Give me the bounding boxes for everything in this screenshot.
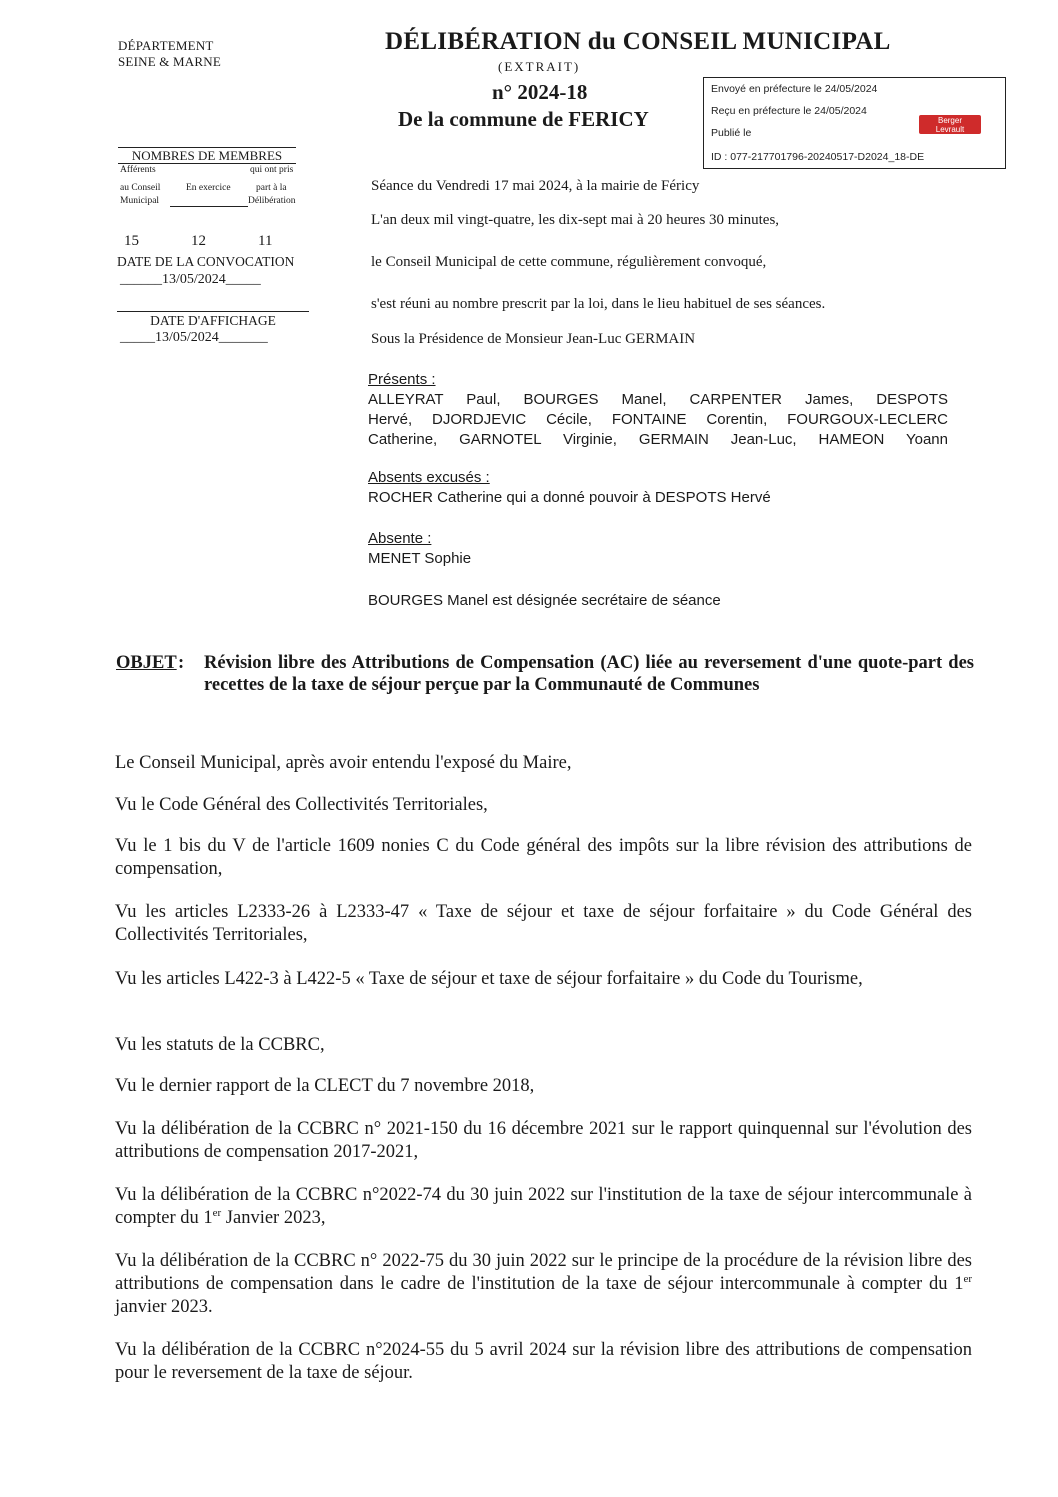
stamp-id: ID : 077-217701796-20240517-D2024_18-DE [711,151,925,163]
absente-label: Absente : [368,530,432,547]
session-line-4: s'est réuni au nombre prescrit par la loi, dans le lieu habituel de ses séances. [371,296,826,312]
col-votants-label: qui ont pris [250,165,294,175]
berger-levrault-logo: Berger Levrault [919,115,981,134]
absente-block [368,529,948,569]
extrait-label: (EXTRAIT) [498,59,581,74]
session-line-3: le Conseil Municipal de cette commune, régulièrement convoqué, [371,254,767,270]
paragraph-7: Vu le dernier rapport de la CLECT du 7 novembre 2018, [115,1076,535,1096]
stamp-sent: Envoyé en préfecture le 24/05/2024 [711,83,878,95]
members-divider [170,206,248,207]
col-afferents-label-b: Municipal [120,196,160,206]
objet-text: Révision libre des Attributions de Compensation (AC) liée au reversement d'une quote-part des recettes de la taxe de séjour perçue par la Communauté de Communes [204,653,974,695]
commune-name: De la commune de FERICY [398,107,649,131]
presents-line-2: Hervé, DJORDJEVIC Cécile, FONTAINE Corentin, FOURGOUX-LECLERC [368,411,948,428]
presents-line-3: Catherine, GARNOTEL Virginie, GERMAIN Jean-Luc, HAMEON Yoann [368,431,948,448]
paragraph-3: Vu le 1 bis du V de l'article 1609 nonies C du Code général des impôts sur la libre révision des attributions de compensation, [115,836,972,879]
session-line-2: L'an deux mil vingt-quatre, les dix-sept mai à 20 heures 30 minutes, [371,212,780,228]
col-votants-label-b: Délibération [248,196,296,206]
excuses-block [368,468,948,508]
members-title: NOMBRES DE MEMBRES [118,147,296,164]
count-votants: 11 [258,233,273,249]
presents-line-1: ALLEYRAT Paul, BOURGES Manel, CARPENTER James, DESPOTS [368,391,948,408]
presents-label: Présents : [368,371,436,388]
secretaire-text: BOURGES Manel est désignée secrétaire de séance [368,592,721,609]
excuses-text: ROCHER Catherine qui a donné pouvoir à DESPOTS Hervé [368,489,771,506]
paragraph-11: Vu la délibération de la CCBRC n°2024-55 du 5 avril 2024 sur la révision libre des attributions de compensation pour le reversement de la taxe de séjour. [115,1340,972,1383]
session-date: Séance du Vendredi 17 mai 2024, à la mairie de Féricy [371,178,700,194]
paragraph-1: Le Conseil Municipal, après avoir entendu l'exposé du Maire, [115,753,572,773]
paragraph-6: Vu les statuts de la CCBRC, [115,1035,325,1055]
absente-text: MENET Sophie [368,550,472,567]
col-votants-label-a: part à la [256,183,287,193]
display-date-label: DATE D'AFFICHAGE [117,311,309,330]
display-date: _____13/05/2024_______ [120,330,268,345]
department-line-1: DÉPARTEMENT [118,38,214,53]
count-exercice: 12 [191,233,206,249]
department-line-2: SEINE & MARNE [118,54,221,69]
paragraph-10: Vu la délibération de la CCBRC n° 2022-75 du 30 juin 2022 sur le principe de la procédure de la révision libre des attributions de compensation dans le cadre de l'institution de la taxe de séjour intercommunale à compter du 1er janvier 2023. [115,1251,972,1317]
convocation-date-label: DATE DE LA CONVOCATION [117,254,295,269]
presents-block [368,370,948,450]
objet-label: OBJET [116,653,177,673]
col-afferents-label: Afférents [120,165,156,175]
col-afferents-label-a: au Conseil [120,183,161,193]
paragraph-8: Vu la délibération de la CCBRC n° 2021-150 du 16 décembre 2021 sur le rapport quinquennal sur l'évolution des attributions de compensation 2017-2021, [115,1119,972,1162]
col-exercice-label: En exercice [186,183,231,193]
paragraph-4: Vu les articles L2333-26 à L2333-47 « Taxe de séjour et taxe de séjour forfaitaire » du Code Général des Collectivités Territoriales, [115,902,972,945]
department-block [118,38,221,70]
excuses-label: Absents excusés : [368,469,490,486]
count-afferents: 15 [124,233,139,249]
session-president: Sous la Présidence de Monsieur Jean-Luc GERMAIN [371,331,696,347]
objet-colon: : [178,653,185,673]
prefecture-stamp [703,77,1006,169]
members-table [110,147,320,249]
document-title: DÉLIBÉRATION du CONSEIL MUNICIPAL [385,28,891,55]
paragraph-5: Vu les articles L422-3 à L422-5 « Taxe de séjour et taxe de séjour forfaitaire » du Code du Tourisme, [115,969,863,989]
paragraph-9: Vu la délibération de la CCBRC n°2022-74 du 30 juin 2022 sur l'institution de la taxe de séjour intercommunale à compter du 1er Janvier 2023, [115,1185,972,1228]
paragraph-2: Vu le Code Général des Collectivités Territoriales, [115,795,488,815]
stamp-published: Publié le [711,127,752,139]
deliberation-number: n° 2024-18 [492,80,588,104]
convocation-date: ______13/05/2024_____ [120,272,261,287]
stamp-received: Reçu en préfecture le 24/05/2024 [711,105,867,117]
